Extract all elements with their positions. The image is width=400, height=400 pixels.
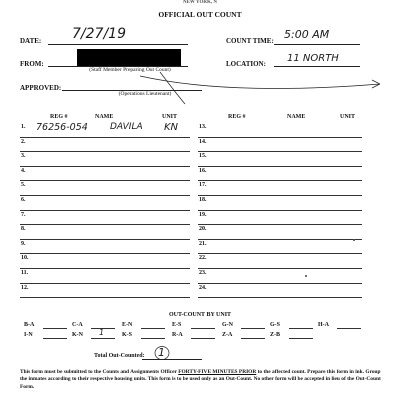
footer-instructions: This form must be submitted to the Counts and Assignments Officer FORTY-FIVE MINUTES PRIOR to the affected count. Prepare this form in ink. Group the inmates according to their respective housing units. This form is to be used only as an Out-Count. No other form will be accepted in lieu of the Out-Count Form. <box>20 369 381 390</box>
unit-label: B-A <box>24 322 35 328</box>
left-row-line <box>20 151 190 152</box>
right-row-number: 18. <box>199 197 207 203</box>
unit-label: E-N <box>122 322 133 328</box>
right-header-unit: UNIT <box>340 114 356 120</box>
right-row-line <box>198 180 362 181</box>
right-row-line <box>198 137 362 138</box>
right-row-number: 13. <box>199 124 207 130</box>
right-header-reg: REG # <box>228 114 246 120</box>
unit-label: Z-A <box>222 332 233 338</box>
right-row-line <box>198 151 362 152</box>
right-row-line <box>198 224 362 225</box>
left-row-line <box>20 166 190 167</box>
left-row-line <box>20 253 190 254</box>
unit-label: G-S <box>270 322 281 328</box>
left-row-line <box>20 239 190 240</box>
date-value: 7/27/19 <box>72 26 126 42</box>
left-row-number: 11. <box>21 270 29 276</box>
by-unit-title: OUT-COUNT BY UNIT <box>168 312 232 318</box>
form-title: OFFICIAL OUT COUNT <box>158 10 242 19</box>
left-row-number: 3. <box>21 153 26 160</box>
right-row-line <box>198 195 362 196</box>
left-row-line <box>20 224 190 225</box>
unit-blank-line <box>91 338 115 339</box>
unit-label: C-A <box>72 322 83 328</box>
left-row-line <box>20 297 190 298</box>
total-value: 1 <box>158 346 165 359</box>
left-row-number: 2. <box>21 138 26 145</box>
right-row-number: 23. <box>199 270 207 276</box>
unit-blank-line <box>43 338 67 339</box>
left-row-line <box>20 137 190 138</box>
unit-label: R-A <box>172 332 183 338</box>
unit-label: K-S <box>122 332 133 338</box>
unit-blank-line <box>289 328 313 329</box>
left-row-number: 9. <box>21 240 26 247</box>
right-row-number: 17. <box>199 182 207 189</box>
header-top-text: NEW YORK, N <box>182 0 218 5</box>
right-row-line <box>198 253 362 254</box>
unit-blank-line <box>191 328 215 329</box>
left-row-number: 7. <box>21 211 26 218</box>
kn-count-value: 1 <box>99 328 105 337</box>
location-value: 11 NORTH <box>287 53 339 64</box>
left-row-line <box>20 180 190 181</box>
left-row-line <box>20 283 190 284</box>
left-row-number: 12. <box>21 284 29 291</box>
unit-label: Z-B <box>270 332 281 338</box>
from-caption: (Staff Member Preparing Out Count) <box>89 67 171 73</box>
count-time-value: 5:00 AM <box>284 28 330 41</box>
unit-blank-line <box>191 338 215 339</box>
right-row-number: 24. <box>199 284 207 291</box>
right-row-number: 14. <box>199 138 207 145</box>
unit-blank-line <box>43 328 67 329</box>
left-row-reg: 76256-054 <box>36 122 88 133</box>
left-row-number: 5. <box>21 182 26 189</box>
left-row-name: DAVILA <box>110 122 143 132</box>
right-row-line <box>198 166 362 167</box>
right-header-name: NAME <box>287 114 306 120</box>
right-row-line <box>198 283 362 284</box>
approved-label: APPROVED: <box>20 84 62 92</box>
left-header-reg: REG # <box>50 114 68 120</box>
left-row-number: 10. <box>21 255 29 262</box>
unit-label: I-N <box>24 332 33 338</box>
right-row-line <box>198 210 362 211</box>
date-label: DATE: <box>20 37 42 45</box>
right-row-number: 21. <box>199 240 207 247</box>
unit-blank-line <box>241 338 265 339</box>
right-row-line <box>198 297 362 298</box>
stray-dot <box>353 239 355 241</box>
total-circle-mark <box>152 345 172 361</box>
left-row-line <box>20 195 190 196</box>
right-row-number: 16. <box>199 167 207 174</box>
unit-blank-line <box>337 328 361 329</box>
right-row-line <box>198 268 362 269</box>
from-label: FROM: <box>20 60 44 68</box>
count-time-label: COUNT TIME: <box>226 37 274 45</box>
unit-blank-line <box>141 338 165 339</box>
pen-arrow-mark <box>80 62 380 112</box>
approved-caption: (Operations Lieutenant) <box>118 91 172 97</box>
left-row-number: 6. <box>21 197 26 203</box>
unit-label: G-N <box>222 322 233 328</box>
location-label: LOCATION: <box>226 60 266 68</box>
right-row-line <box>198 239 362 240</box>
left-row-unit: KN <box>164 122 179 133</box>
stray-dot <box>305 275 307 277</box>
left-header-unit: UNIT <box>162 114 178 120</box>
right-row-number: 15. <box>199 153 207 160</box>
unit-label: H-A <box>318 322 329 328</box>
left-row-line <box>20 268 190 269</box>
unit-label: E-S <box>172 322 182 328</box>
unit-blank-line <box>289 338 313 339</box>
left-row-line <box>20 210 190 211</box>
unit-blank-line <box>141 328 165 329</box>
right-row-number: 20. <box>199 226 207 233</box>
left-row-number: 8. <box>21 226 26 233</box>
left-row-number: 1. <box>21 124 26 130</box>
unit-label: K-N <box>72 332 83 338</box>
right-row-number: 22. <box>199 255 207 262</box>
left-header-name: NAME <box>95 114 114 120</box>
right-row-number: 19. <box>199 211 207 218</box>
total-label: Total Out-Counted: <box>94 353 145 359</box>
left-row-number: 4. <box>21 167 26 174</box>
unit-blank-line <box>241 328 265 329</box>
